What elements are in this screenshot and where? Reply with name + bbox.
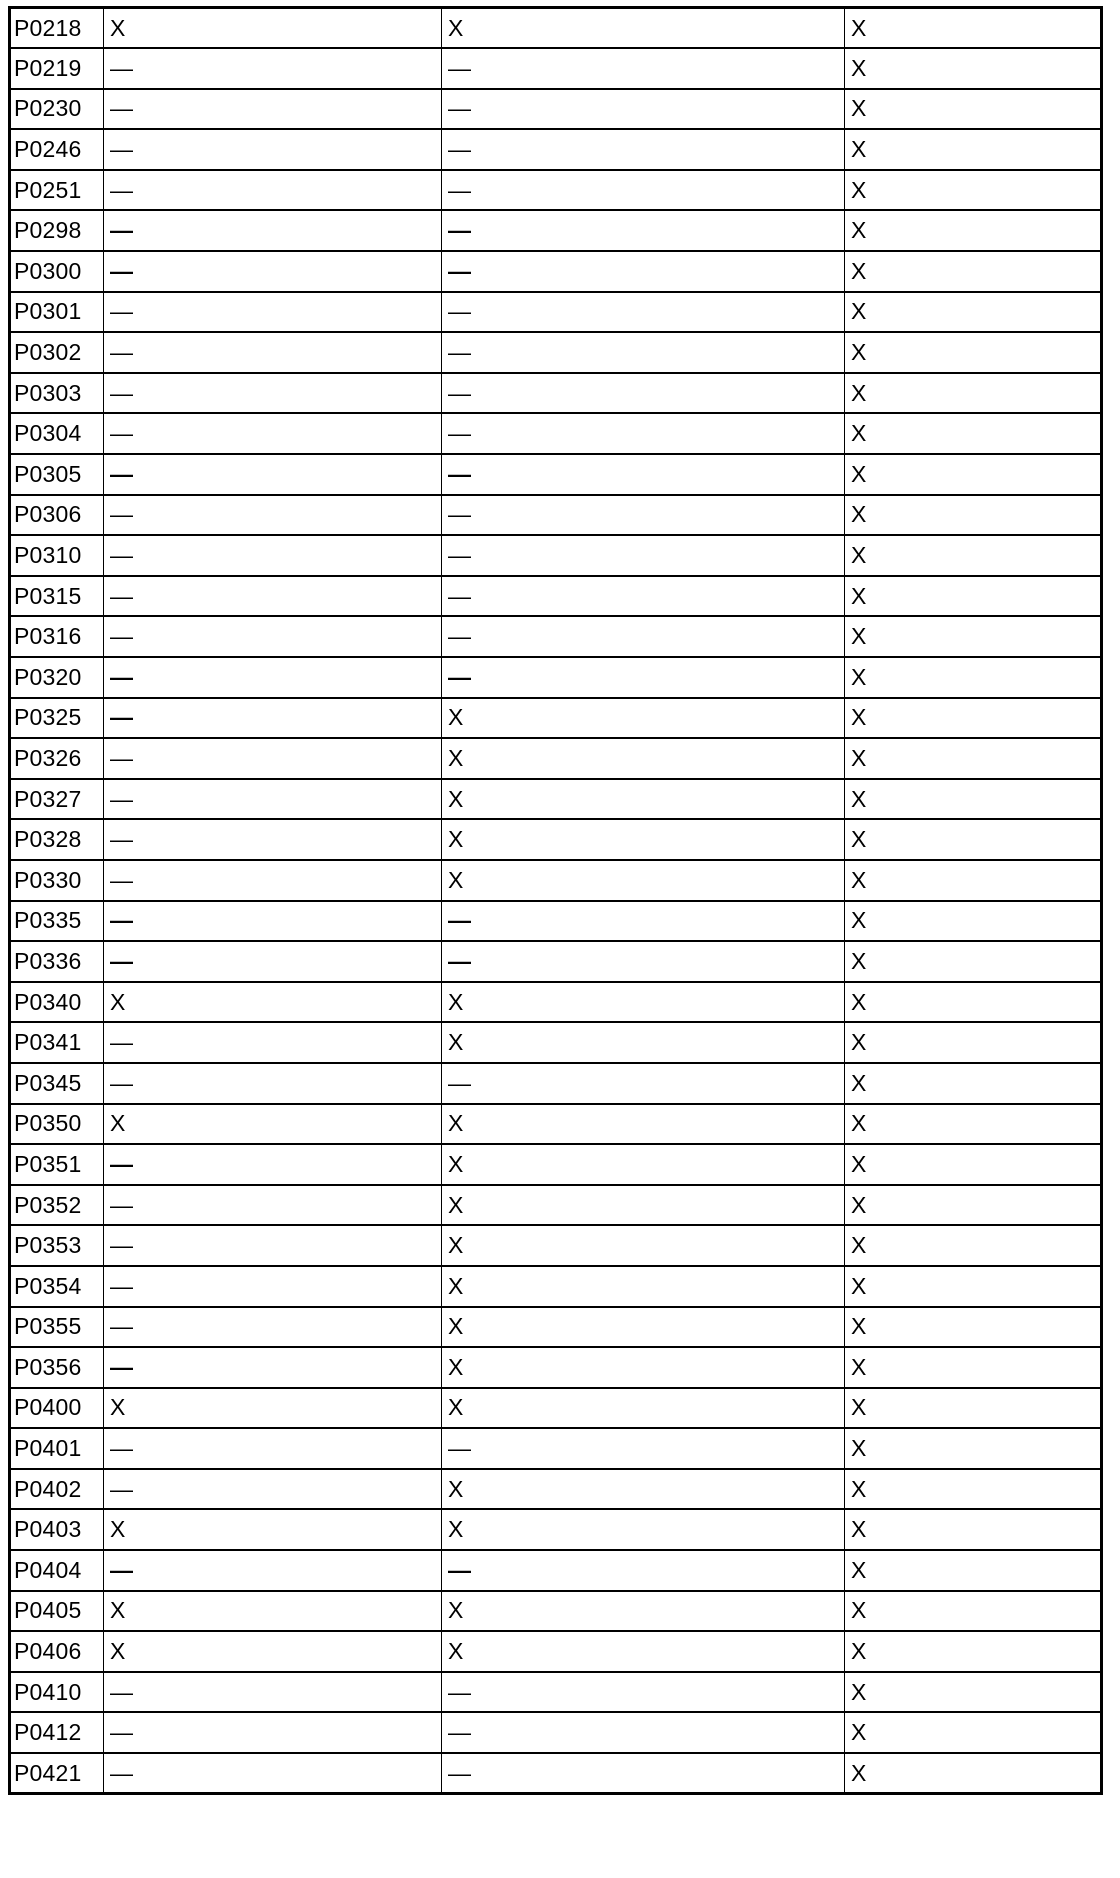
column-2-cell: X: [442, 1591, 845, 1632]
column-3-cell: X: [845, 48, 1102, 89]
column-3-cell: X: [845, 901, 1102, 942]
code-cell: P0327: [10, 779, 104, 820]
table-row: [10, 1063, 1102, 1104]
code-cell: P0401: [10, 1428, 104, 1469]
column-1-cell: —: [104, 129, 442, 170]
code-cell: P0304: [10, 413, 104, 454]
table-row: [10, 1104, 1102, 1145]
column-3-cell: X: [845, 1591, 1102, 1632]
table-row: [10, 1185, 1102, 1226]
column-3-cell: X: [845, 1631, 1102, 1672]
column-3-cell: X: [845, 738, 1102, 779]
code-cell: P0300: [10, 251, 104, 292]
table-row: [10, 1388, 1102, 1429]
table-row: [10, 1631, 1102, 1672]
column-2-cell: X: [442, 1347, 845, 1388]
column-3-cell: X: [845, 1550, 1102, 1591]
column-2-cell: X: [442, 982, 845, 1023]
column-3-cell: X: [845, 1185, 1102, 1226]
column-3-cell: X: [845, 1753, 1102, 1794]
column-1-cell: —: [104, 941, 442, 982]
table-row: [10, 495, 1102, 536]
code-cell: P0406: [10, 1631, 104, 1672]
column-2-cell: —: [442, 576, 845, 617]
column-2-cell: —: [442, 292, 845, 333]
table-row: [10, 1307, 1102, 1348]
column-3-cell: X: [845, 1063, 1102, 1104]
code-cell: P0405: [10, 1591, 104, 1632]
table-row: [10, 1225, 1102, 1266]
column-1-cell: —: [104, 48, 442, 89]
code-cell: P0400: [10, 1388, 104, 1429]
column-1-cell: —: [104, 373, 442, 414]
column-2-cell: X: [442, 1185, 845, 1226]
code-cell: P0303: [10, 373, 104, 414]
column-1-cell: —: [104, 1469, 442, 1510]
column-1-cell: —: [104, 89, 442, 130]
column-1-cell: —: [104, 535, 442, 576]
column-2-cell: —: [442, 1550, 845, 1591]
code-cell: P0355: [10, 1307, 104, 1348]
code-cell: P0251: [10, 170, 104, 211]
column-2-cell: X: [442, 1225, 845, 1266]
table-row: [10, 373, 1102, 414]
column-3-cell: X: [845, 89, 1102, 130]
code-cell: P0230: [10, 89, 104, 130]
table-row: [10, 1712, 1102, 1753]
column-1-cell: —: [104, 1428, 442, 1469]
table-row: [10, 1469, 1102, 1510]
table-row: [10, 657, 1102, 698]
column-3-cell: X: [845, 1022, 1102, 1063]
code-cell: P0404: [10, 1550, 104, 1591]
table-row: [10, 698, 1102, 739]
column-2-cell: —: [442, 454, 845, 495]
column-2-cell: X: [442, 1266, 845, 1307]
column-3-cell: X: [845, 819, 1102, 860]
table-row: [10, 292, 1102, 333]
column-3-cell: X: [845, 1712, 1102, 1753]
code-cell: P0305: [10, 454, 104, 495]
column-2-cell: X: [442, 1388, 845, 1429]
column-2-cell: X: [442, 819, 845, 860]
column-1-cell: —: [104, 738, 442, 779]
code-cell: P0315: [10, 576, 104, 617]
column-1-cell: —: [104, 1266, 442, 1307]
column-1-cell: —: [104, 292, 442, 333]
column-1-cell: —: [104, 1307, 442, 1348]
code-cell: P0302: [10, 332, 104, 373]
code-cell: P0301: [10, 292, 104, 333]
column-2-cell: X: [442, 1104, 845, 1145]
table-row: [10, 1428, 1102, 1469]
table-row: [10, 210, 1102, 251]
column-1-cell: —: [104, 657, 442, 698]
column-2-cell: —: [442, 901, 845, 942]
column-2-cell: X: [442, 1022, 845, 1063]
column-2-cell: X: [442, 1509, 845, 1550]
column-1-cell: —: [104, 1347, 442, 1388]
column-1-cell: —: [104, 251, 442, 292]
column-3-cell: X: [845, 982, 1102, 1023]
column-2-cell: X: [442, 8, 845, 49]
column-2-cell: X: [442, 1307, 845, 1348]
table-row: [10, 779, 1102, 820]
code-cell: P0340: [10, 982, 104, 1023]
column-1-cell: —: [104, 1022, 442, 1063]
code-cell: P0316: [10, 616, 104, 657]
table-row: [10, 1672, 1102, 1713]
code-cell: P0421: [10, 1753, 104, 1794]
code-cell: P0402: [10, 1469, 104, 1510]
table-row: [10, 170, 1102, 211]
column-1-cell: —: [104, 170, 442, 211]
column-2-cell: —: [442, 1672, 845, 1713]
column-2-cell: X: [442, 860, 845, 901]
column-2-cell: X: [442, 738, 845, 779]
table-row: [10, 901, 1102, 942]
column-1-cell: —: [104, 1550, 442, 1591]
code-cell: P0410: [10, 1672, 104, 1713]
column-1-cell: —: [104, 332, 442, 373]
code-cell: P0326: [10, 738, 104, 779]
column-3-cell: X: [845, 616, 1102, 657]
column-3-cell: X: [845, 1307, 1102, 1348]
table-row: [10, 129, 1102, 170]
column-2-cell: —: [442, 210, 845, 251]
column-3-cell: X: [845, 1509, 1102, 1550]
column-2-cell: —: [442, 1712, 845, 1753]
diagnostic-code-table: [8, 6, 1103, 1795]
column-1-cell: —: [104, 210, 442, 251]
table-row: [10, 1266, 1102, 1307]
column-2-cell: —: [442, 1753, 845, 1794]
column-2-cell: —: [442, 129, 845, 170]
column-3-cell: X: [845, 129, 1102, 170]
column-1-cell: —: [104, 1063, 442, 1104]
column-3-cell: X: [845, 373, 1102, 414]
table-row: [10, 535, 1102, 576]
column-2-cell: —: [442, 373, 845, 414]
column-1-cell: —: [104, 616, 442, 657]
column-2-cell: —: [442, 495, 845, 536]
column-3-cell: X: [845, 332, 1102, 373]
column-1-cell: —: [104, 1672, 442, 1713]
code-cell: P0320: [10, 657, 104, 698]
code-cell: P0310: [10, 535, 104, 576]
column-3-cell: X: [845, 8, 1102, 49]
column-1-cell: —: [104, 901, 442, 942]
code-cell: P0352: [10, 1185, 104, 1226]
code-cell: P0218: [10, 8, 104, 49]
column-2-cell: X: [442, 1469, 845, 1510]
table-row: [10, 1550, 1102, 1591]
table-row: [10, 1591, 1102, 1632]
code-cell: P0306: [10, 495, 104, 536]
code-cell: P0336: [10, 941, 104, 982]
table-row: [10, 616, 1102, 657]
column-2-cell: X: [442, 698, 845, 739]
column-2-cell: X: [442, 1144, 845, 1185]
table-row: [10, 982, 1102, 1023]
table-row: [10, 454, 1102, 495]
column-1-cell: X: [104, 982, 442, 1023]
column-3-cell: X: [845, 860, 1102, 901]
table-row: [10, 1144, 1102, 1185]
code-cell: P0412: [10, 1712, 104, 1753]
column-1-cell: —: [104, 698, 442, 739]
column-3-cell: X: [845, 413, 1102, 454]
code-cell: P0246: [10, 129, 104, 170]
code-cell: P0356: [10, 1347, 104, 1388]
table-row: [10, 8, 1102, 49]
column-1-cell: —: [104, 860, 442, 901]
column-3-cell: X: [845, 1266, 1102, 1307]
column-3-cell: X: [845, 576, 1102, 617]
column-3-cell: X: [845, 1347, 1102, 1388]
table-row: [10, 941, 1102, 982]
column-1-cell: —: [104, 495, 442, 536]
column-1-cell: —: [104, 1185, 442, 1226]
table-row: [10, 1753, 1102, 1794]
column-2-cell: X: [442, 1631, 845, 1672]
table-row: [10, 413, 1102, 454]
table-row: [10, 738, 1102, 779]
column-3-cell: X: [845, 251, 1102, 292]
column-3-cell: X: [845, 1469, 1102, 1510]
column-2-cell: —: [442, 170, 845, 211]
table-row: [10, 819, 1102, 860]
code-cell: P0341: [10, 1022, 104, 1063]
code-cell: P0298: [10, 210, 104, 251]
column-2-cell: —: [442, 332, 845, 373]
column-1-cell: —: [104, 1712, 442, 1753]
column-3-cell: X: [845, 210, 1102, 251]
column-3-cell: X: [845, 698, 1102, 739]
code-table-container: [8, 6, 1103, 1795]
code-cell: P0325: [10, 698, 104, 739]
code-cell: P0403: [10, 1509, 104, 1550]
column-1-cell: X: [104, 1631, 442, 1672]
column-1-cell: —: [104, 576, 442, 617]
table-row: [10, 251, 1102, 292]
column-2-cell: X: [442, 779, 845, 820]
column-1-cell: X: [104, 8, 442, 49]
code-cell: P0354: [10, 1266, 104, 1307]
table-row: [10, 1347, 1102, 1388]
column-1-cell: —: [104, 413, 442, 454]
table-row: [10, 576, 1102, 617]
table-row: [10, 860, 1102, 901]
column-3-cell: X: [845, 1428, 1102, 1469]
column-3-cell: X: [845, 1104, 1102, 1145]
column-1-cell: —: [104, 1144, 442, 1185]
code-cell: P0328: [10, 819, 104, 860]
column-1-cell: —: [104, 819, 442, 860]
column-3-cell: X: [845, 170, 1102, 211]
code-cell: P0350: [10, 1104, 104, 1145]
table-row: [10, 1509, 1102, 1550]
column-1-cell: X: [104, 1591, 442, 1632]
column-3-cell: X: [845, 454, 1102, 495]
column-1-cell: X: [104, 1509, 442, 1550]
column-1-cell: —: [104, 454, 442, 495]
column-1-cell: X: [104, 1104, 442, 1145]
column-3-cell: X: [845, 779, 1102, 820]
code-cell: P0219: [10, 48, 104, 89]
table-body: [10, 8, 1102, 1794]
column-3-cell: X: [845, 941, 1102, 982]
column-3-cell: X: [845, 1225, 1102, 1266]
code-cell: P0345: [10, 1063, 104, 1104]
column-2-cell: —: [442, 1428, 845, 1469]
column-3-cell: X: [845, 1672, 1102, 1713]
column-2-cell: —: [442, 616, 845, 657]
code-cell: P0353: [10, 1225, 104, 1266]
table-row: [10, 89, 1102, 130]
table-row: [10, 1022, 1102, 1063]
column-3-cell: X: [845, 1388, 1102, 1429]
table-row: [10, 48, 1102, 89]
column-1-cell: X: [104, 1388, 442, 1429]
code-cell: P0351: [10, 1144, 104, 1185]
table-row: [10, 332, 1102, 373]
column-2-cell: —: [442, 1063, 845, 1104]
column-2-cell: —: [442, 941, 845, 982]
code-cell: P0335: [10, 901, 104, 942]
column-1-cell: —: [104, 1225, 442, 1266]
column-1-cell: —: [104, 779, 442, 820]
column-3-cell: X: [845, 1144, 1102, 1185]
code-cell: P0330: [10, 860, 104, 901]
column-3-cell: X: [845, 292, 1102, 333]
column-2-cell: —: [442, 251, 845, 292]
column-2-cell: —: [442, 48, 845, 89]
column-2-cell: —: [442, 89, 845, 130]
column-2-cell: —: [442, 657, 845, 698]
column-2-cell: —: [442, 413, 845, 454]
column-1-cell: —: [104, 1753, 442, 1794]
column-3-cell: X: [845, 657, 1102, 698]
column-2-cell: —: [442, 535, 845, 576]
column-3-cell: X: [845, 535, 1102, 576]
column-3-cell: X: [845, 495, 1102, 536]
